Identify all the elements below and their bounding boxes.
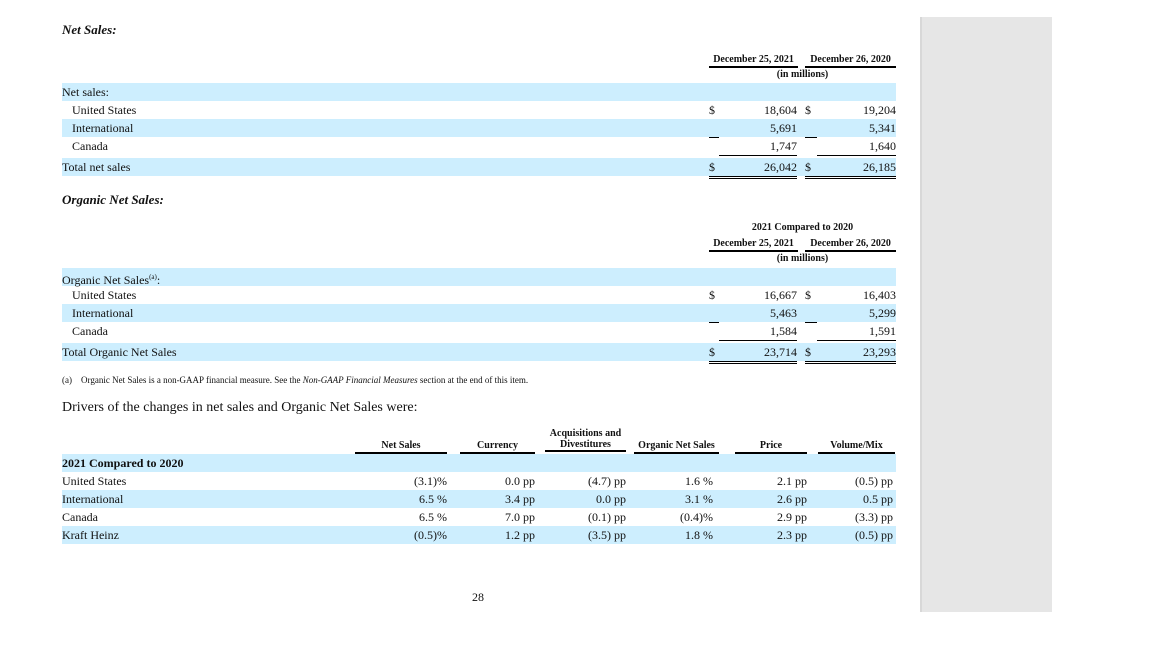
- cell-acquisitions: (4.7) pp: [588, 474, 626, 488]
- cell-volume-mix: 0.5 pp: [863, 492, 893, 506]
- row-label: Kraft Heinz: [62, 528, 119, 542]
- row-label: Total Organic Net Sales: [62, 345, 177, 359]
- section-label: 2021 Compared to 2020: [62, 456, 184, 470]
- currency-symbol: [709, 137, 719, 138]
- compare-label: 2021 Compared to 2020: [751, 222, 854, 233]
- row-label: International: [62, 492, 124, 506]
- header-net-sales: Net Sales: [355, 440, 447, 454]
- cell-acquisitions: (3.5) pp: [588, 528, 626, 542]
- units-label: (in millions): [776, 69, 829, 80]
- value-2020: 23,293: [817, 343, 896, 364]
- value-2021: 18,604: [764, 103, 797, 117]
- currency-symbol: [709, 322, 719, 323]
- currency-symbol: $: [805, 288, 811, 302]
- row-label: United States: [72, 288, 137, 302]
- value-2020: 19,204: [863, 103, 896, 117]
- value-2021: 23,714: [719, 343, 797, 364]
- cell-price: 2.9 pp: [777, 510, 807, 524]
- currency-symbol: [805, 137, 817, 138]
- row-label: Total net sales: [62, 160, 131, 174]
- row-label: Canada: [72, 139, 108, 153]
- cell-volume-mix: (0.5) pp: [855, 528, 893, 542]
- value-2020: 5,299: [869, 306, 896, 320]
- value-2021: 5,463: [770, 306, 797, 320]
- header-currency: Currency: [460, 440, 535, 454]
- organic-title: Organic Net Sales:: [62, 192, 164, 207]
- col-header-2020: December 26, 2020: [805, 238, 896, 252]
- header-price: Price: [735, 440, 807, 454]
- cell-price: 2.1 pp: [777, 474, 807, 488]
- cell-net-sales: 6.5 %: [419, 510, 447, 524]
- section-label: Net sales:: [62, 85, 109, 99]
- col-header-2021: December 25, 2021: [709, 54, 798, 68]
- currency-symbol: $: [709, 343, 719, 364]
- row-label: International: [72, 306, 134, 320]
- value-2021: 5,691: [770, 121, 797, 135]
- currency-symbol: $: [805, 103, 811, 117]
- cell-volume-mix: (3.3) pp: [855, 510, 893, 524]
- page-number: 28: [472, 590, 484, 604]
- cell-acquisitions: 0.0 pp: [596, 492, 626, 506]
- currency-symbol: [805, 322, 817, 323]
- cell-price: 2.3 pp: [777, 528, 807, 542]
- cell-organic-net-sales: 1.6 %: [685, 474, 713, 488]
- row-label: United States: [72, 103, 137, 117]
- header-organic: Organic Net Sales: [634, 440, 719, 454]
- col-header-2020: December 26, 2020: [805, 54, 896, 68]
- net-sales-title: Net Sales:: [62, 22, 117, 37]
- row-label: Canada: [72, 324, 108, 338]
- currency-symbol: $: [805, 158, 817, 179]
- row-label: International: [72, 121, 134, 135]
- units-label: (in millions): [776, 253, 829, 264]
- col-header-2021: December 25, 2021: [709, 238, 798, 252]
- cell-acquisitions: (0.1) pp: [588, 510, 626, 524]
- value-2021: 16,667: [764, 288, 797, 302]
- cell-price: 2.6 pp: [777, 492, 807, 506]
- footnote: (a) Organic Net Sales is a non-GAAP financial measure. See the Non-GAAP Financial Measures section at the end of this item.: [62, 375, 529, 385]
- value-2021: 1,584: [719, 322, 797, 341]
- value-2021: 1,747: [719, 137, 797, 156]
- cell-organic-net-sales: 3.1 %: [685, 492, 713, 506]
- cell-currency: 1.2 pp: [505, 528, 535, 542]
- value-2020: 1,591: [817, 322, 896, 341]
- cell-currency: 3.4 pp: [505, 492, 535, 506]
- cell-currency: 0.0 pp: [505, 474, 535, 488]
- value-2020: 1,640: [817, 137, 896, 156]
- currency-symbol: $: [709, 103, 715, 117]
- row-label: United States: [62, 474, 127, 488]
- cell-net-sales: (0.5)%: [414, 528, 447, 542]
- currency-symbol: $: [709, 288, 715, 302]
- cell-organic-net-sales: 1.8 %: [685, 528, 713, 542]
- section-label: Organic Net Sales$^{(a)}$:: [62, 273, 161, 287]
- header-acquisitions: Acquisitions and Divestitures: [545, 428, 626, 452]
- cell-currency: 7.0 pp: [505, 510, 535, 524]
- row-label: Canada: [62, 510, 98, 524]
- drivers-intro: Drivers of the changes in net sales and Organic Net Sales were:: [62, 400, 418, 415]
- value-2020: 16,403: [863, 288, 896, 302]
- value-2020: 5,341: [869, 121, 896, 135]
- currency-symbol: $: [709, 158, 719, 179]
- cell-net-sales: (3.1)%: [414, 474, 447, 488]
- currency-symbol: $: [805, 343, 817, 364]
- value-2020: 26,185: [817, 158, 896, 179]
- header-volume-mix: Volume/Mix: [818, 440, 895, 454]
- cell-volume-mix: (0.5) pp: [855, 474, 893, 488]
- side-panel: [920, 17, 1052, 612]
- cell-net-sales: 6.5 %: [419, 492, 447, 506]
- cell-organic-net-sales: (0.4)%: [680, 510, 713, 524]
- value-2021: 26,042: [719, 158, 797, 179]
